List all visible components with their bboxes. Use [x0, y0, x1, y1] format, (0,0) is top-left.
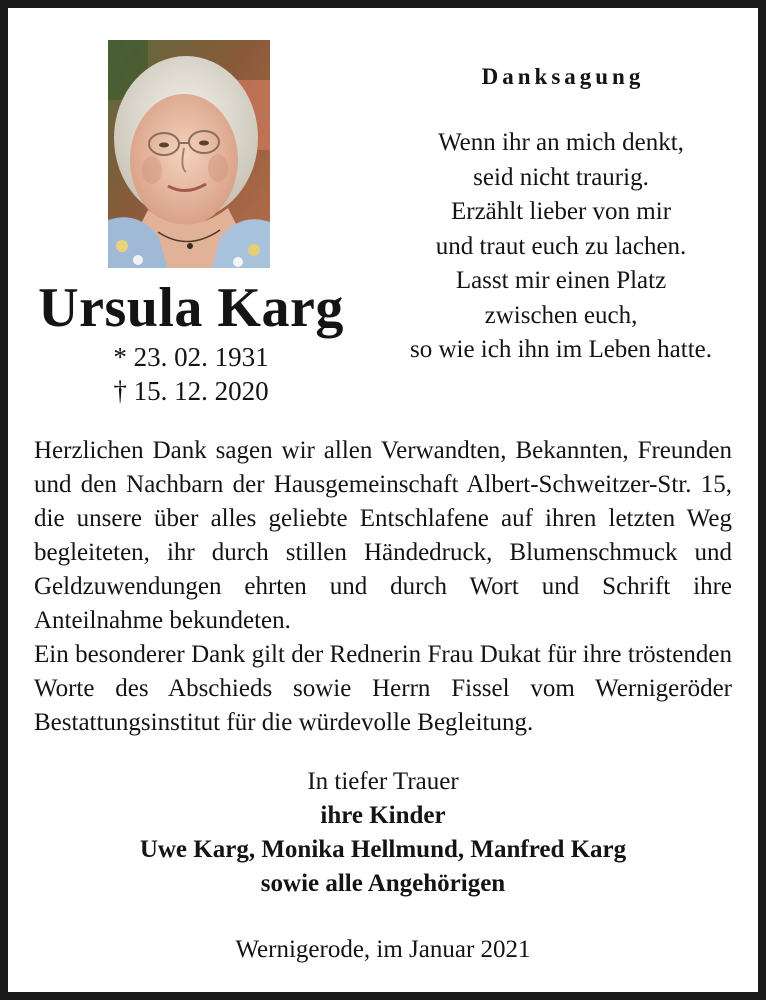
- poem-line: so wie ich ihn im Leben hatte.: [409, 336, 712, 363]
- death-date: † 15. 12. 2020: [113, 376, 269, 406]
- deceased-name: Ursula Karg: [38, 277, 344, 339]
- obituary-card: [8, 8, 758, 992]
- poem-line: und traut euch zu lachen.: [435, 232, 687, 260]
- poem-line: Erzählt lieber von mir: [450, 198, 672, 225]
- mourning-line: In tiefer Trauer: [307, 768, 459, 795]
- poem-line: zwischen euch,: [484, 301, 638, 329]
- place-date: Wernigerode, im Januar 2021: [235, 936, 531, 963]
- poem-line: seid nicht traurig.: [473, 163, 649, 191]
- portrait-image: [108, 40, 270, 268]
- children-names: Uwe Karg, Monika Hellmund, Manfred Karg: [139, 836, 627, 863]
- poem: [388, 126, 734, 368]
- portrait-photo: [108, 40, 270, 268]
- thanks-heading: Danksagung: [481, 64, 645, 89]
- relatives-line: sowie alle Angehörigen: [260, 870, 506, 897]
- birth-date: * 23. 02. 1931: [113, 342, 269, 372]
- thanks-paragraph: Herzlichen Dank sagen wir allen Verwandten, Bekannten, Freunden und den Nachbarn der Hausgemeinschaft Albert-Schweitzer-Str. 15, die unsere über alles geliebte Entschlafene auf ihren letzten Weg begleiteten, ihr durch stillen Händedruck, Blumenschmuck und Geldzuwendungen ehrten und durch Wort und Schrift ihre Anteilnahme bekundeten.: [34, 437, 732, 634]
- poem-line: Wenn ihr an mich denkt,: [438, 129, 684, 156]
- signature-block: [8, 765, 758, 901]
- poem-line: Lasst mir einen Platz: [455, 267, 667, 294]
- thanks-text: [34, 434, 732, 740]
- thanks-paragraph: Ein besonderer Dank gilt der Rednerin Frau Dukat für ihre tröstenden Worte des Abschieds sowie Herrn Fissel vom Wernigeröder Bestattungsinstitut für die würdevolle Begleitung.: [34, 641, 732, 736]
- life-dates: [8, 340, 374, 408]
- children-label: ihre Kinder: [320, 802, 446, 829]
